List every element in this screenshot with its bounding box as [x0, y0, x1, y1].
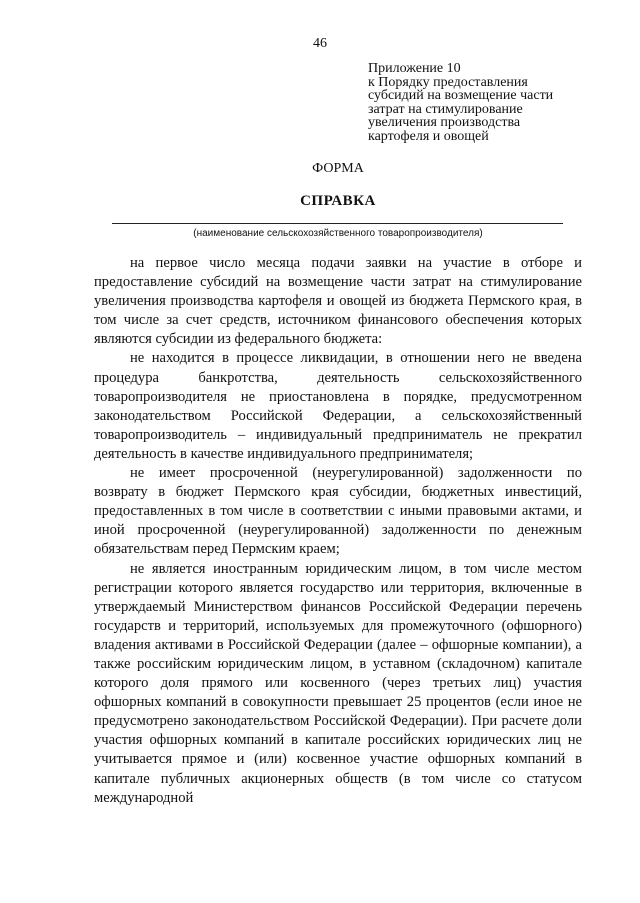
document-title: СПРАВКА	[300, 193, 376, 209]
body-paragraph: не является иностранным юридическим лицом, в том числе местом регистрации которого является государство или территория, включенные в утверждаемый Министерством финансов Российской Федерации перечень государств и территорий, используемых для промежуточного (офшорного) владения активами в Российской Федерации (далее – офшорные компании), а также российским юридическим лицом, в уставном (складочном) капитале которого доля прямого или косвенного (через третьих лиц) участия офшорных компаний в совокупности превышает 25 процентов (если иное не предусмотрено законодательством Российской Федерации). При расчете доли участия офшорных компаний в капитале российских юридических лиц не учитывается прямое и (или) косвенное участие офшорных компаний в капитале публичных акционерных обществ (в том числе со статусом международной	[94, 560, 582, 806]
appendix-block	[368, 62, 608, 144]
appendix-line: Приложение 10	[368, 61, 461, 76]
producer-name-line	[112, 223, 563, 224]
form-label: ФОРМА	[312, 161, 364, 176]
appendix-line: субсидий на возмещение части	[368, 88, 554, 104]
appendix-line: затрат на стимулирование	[368, 101, 523, 117]
body-paragraph: не находится в процессе ликвидации, в отношении него не введена процедура банкротства, деятельность сельскохозяйственного товаропроизводителя не приостановлена в порядке, предусмотренном законодательством Российской Федерации, а сельскохозяйственный товаропроизводитель – индивидуальный предприниматель не прекратил деятельность в качестве индивидуального предпринимателя;	[94, 350, 582, 462]
appendix-line: увеличения производства	[368, 115, 521, 131]
body-paragraph: на первое число месяца подачи заявки на участие в отборе и предоставление субсидий на возмещение части затрат на стимулирование увеличения производства картофеля и овощей из бюджета Пермского края, в том числе за счет средств, источником финансового обеспечения которых являются субсидии из федерального бюджета:	[94, 255, 582, 348]
body-paragraph: не имеет просроченной (неурегулированной) задолженности по возврату в бюджет Пермского края субсидии, бюджетных инвестиций, предоставленных в том числе в соответствии с иными правовыми актами, и иной просроченной (неурегулированной) задолженности по денежным обязательствам перед Пермским краем;	[94, 465, 582, 558]
appendix-line: картофеля и овощей	[368, 128, 489, 144]
page-number: 46	[313, 36, 327, 51]
producer-name-caption: (наименование сельскохозяйственного товаропроизводителя)	[193, 228, 483, 239]
appendix-line: к Порядку предоставления	[368, 74, 528, 90]
document-body	[94, 254, 582, 808]
